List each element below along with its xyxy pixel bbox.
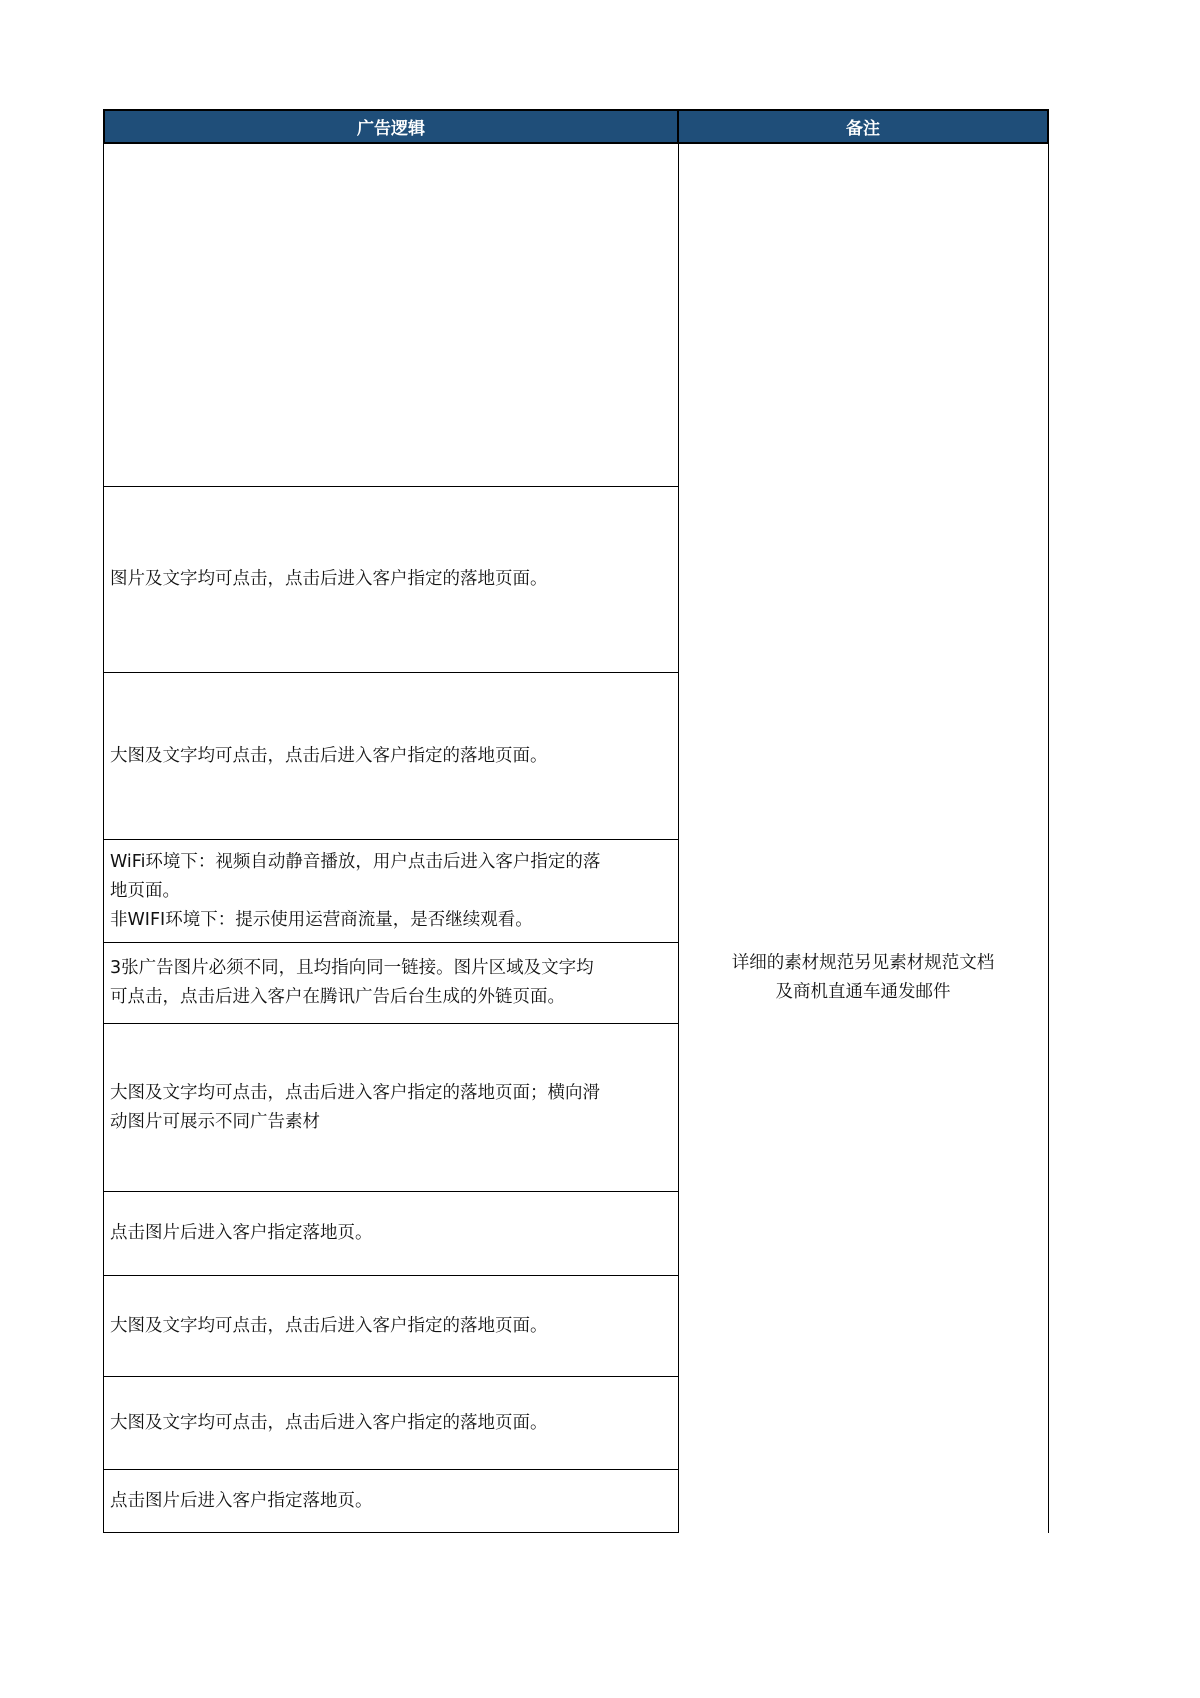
- table-row: [104, 673, 678, 840]
- header-remark: 备注: [677, 109, 1049, 144]
- ad-logic-column: [103, 144, 679, 1533]
- table-row: [104, 1192, 678, 1276]
- row-text: 地页面。: [110, 880, 180, 901]
- table-row: [104, 144, 678, 487]
- table-row: [104, 943, 678, 1024]
- row-text: 动图片可展示不同广告素材: [110, 1111, 320, 1132]
- table-row: [104, 1024, 678, 1192]
- row-text: 图片及文字均可点击，点击后进入客户指定的落地页面。: [110, 569, 548, 589]
- row-text: WiFi环境下：视频自动静音播放，用户点击后进入客户指定的落: [110, 851, 601, 872]
- header-ad-logic: 广告逻辑: [103, 109, 679, 144]
- remark-column: [678, 144, 1049, 1533]
- table-row: [104, 1470, 678, 1533]
- table-row: [104, 1276, 678, 1377]
- table-row: [104, 1377, 678, 1470]
- remark-line: 及商机直通车通发邮件: [775, 982, 951, 1002]
- row-text: 大图及文字均可点击，点击后进入客户指定的落地页面。: [110, 1315, 548, 1336]
- row-text: 大图及文字均可点击，点击后进入客户指定的落地页面；横向滑: [110, 1082, 600, 1103]
- row-text: 可点击，点击后进入客户在腾讯广告后台生成的外链页面。: [110, 987, 565, 1007]
- remark-line: 详细的素材规范另见素材规范文档: [731, 953, 995, 973]
- row-text: 3张广告图片必须不同，且均指向同一链接。图片区域及文字均: [110, 958, 594, 978]
- row-text: 点击图片后进入客户指定落地页。: [110, 1490, 373, 1511]
- remark-text: [678, 949, 1048, 1007]
- row-text: 大图及文字均可点击，点击后进入客户指定的落地页面。: [110, 1412, 548, 1433]
- table-row: [104, 840, 678, 943]
- row-text: 非WIFI环境下：提示使用运营商流量，是否继续观看。: [110, 909, 533, 930]
- table-row: [104, 487, 678, 673]
- row-text: 点击图片后进入客户指定落地页。: [110, 1223, 373, 1243]
- row-text: 大图及文字均可点击，点击后进入客户指定的落地页面。: [110, 745, 548, 766]
